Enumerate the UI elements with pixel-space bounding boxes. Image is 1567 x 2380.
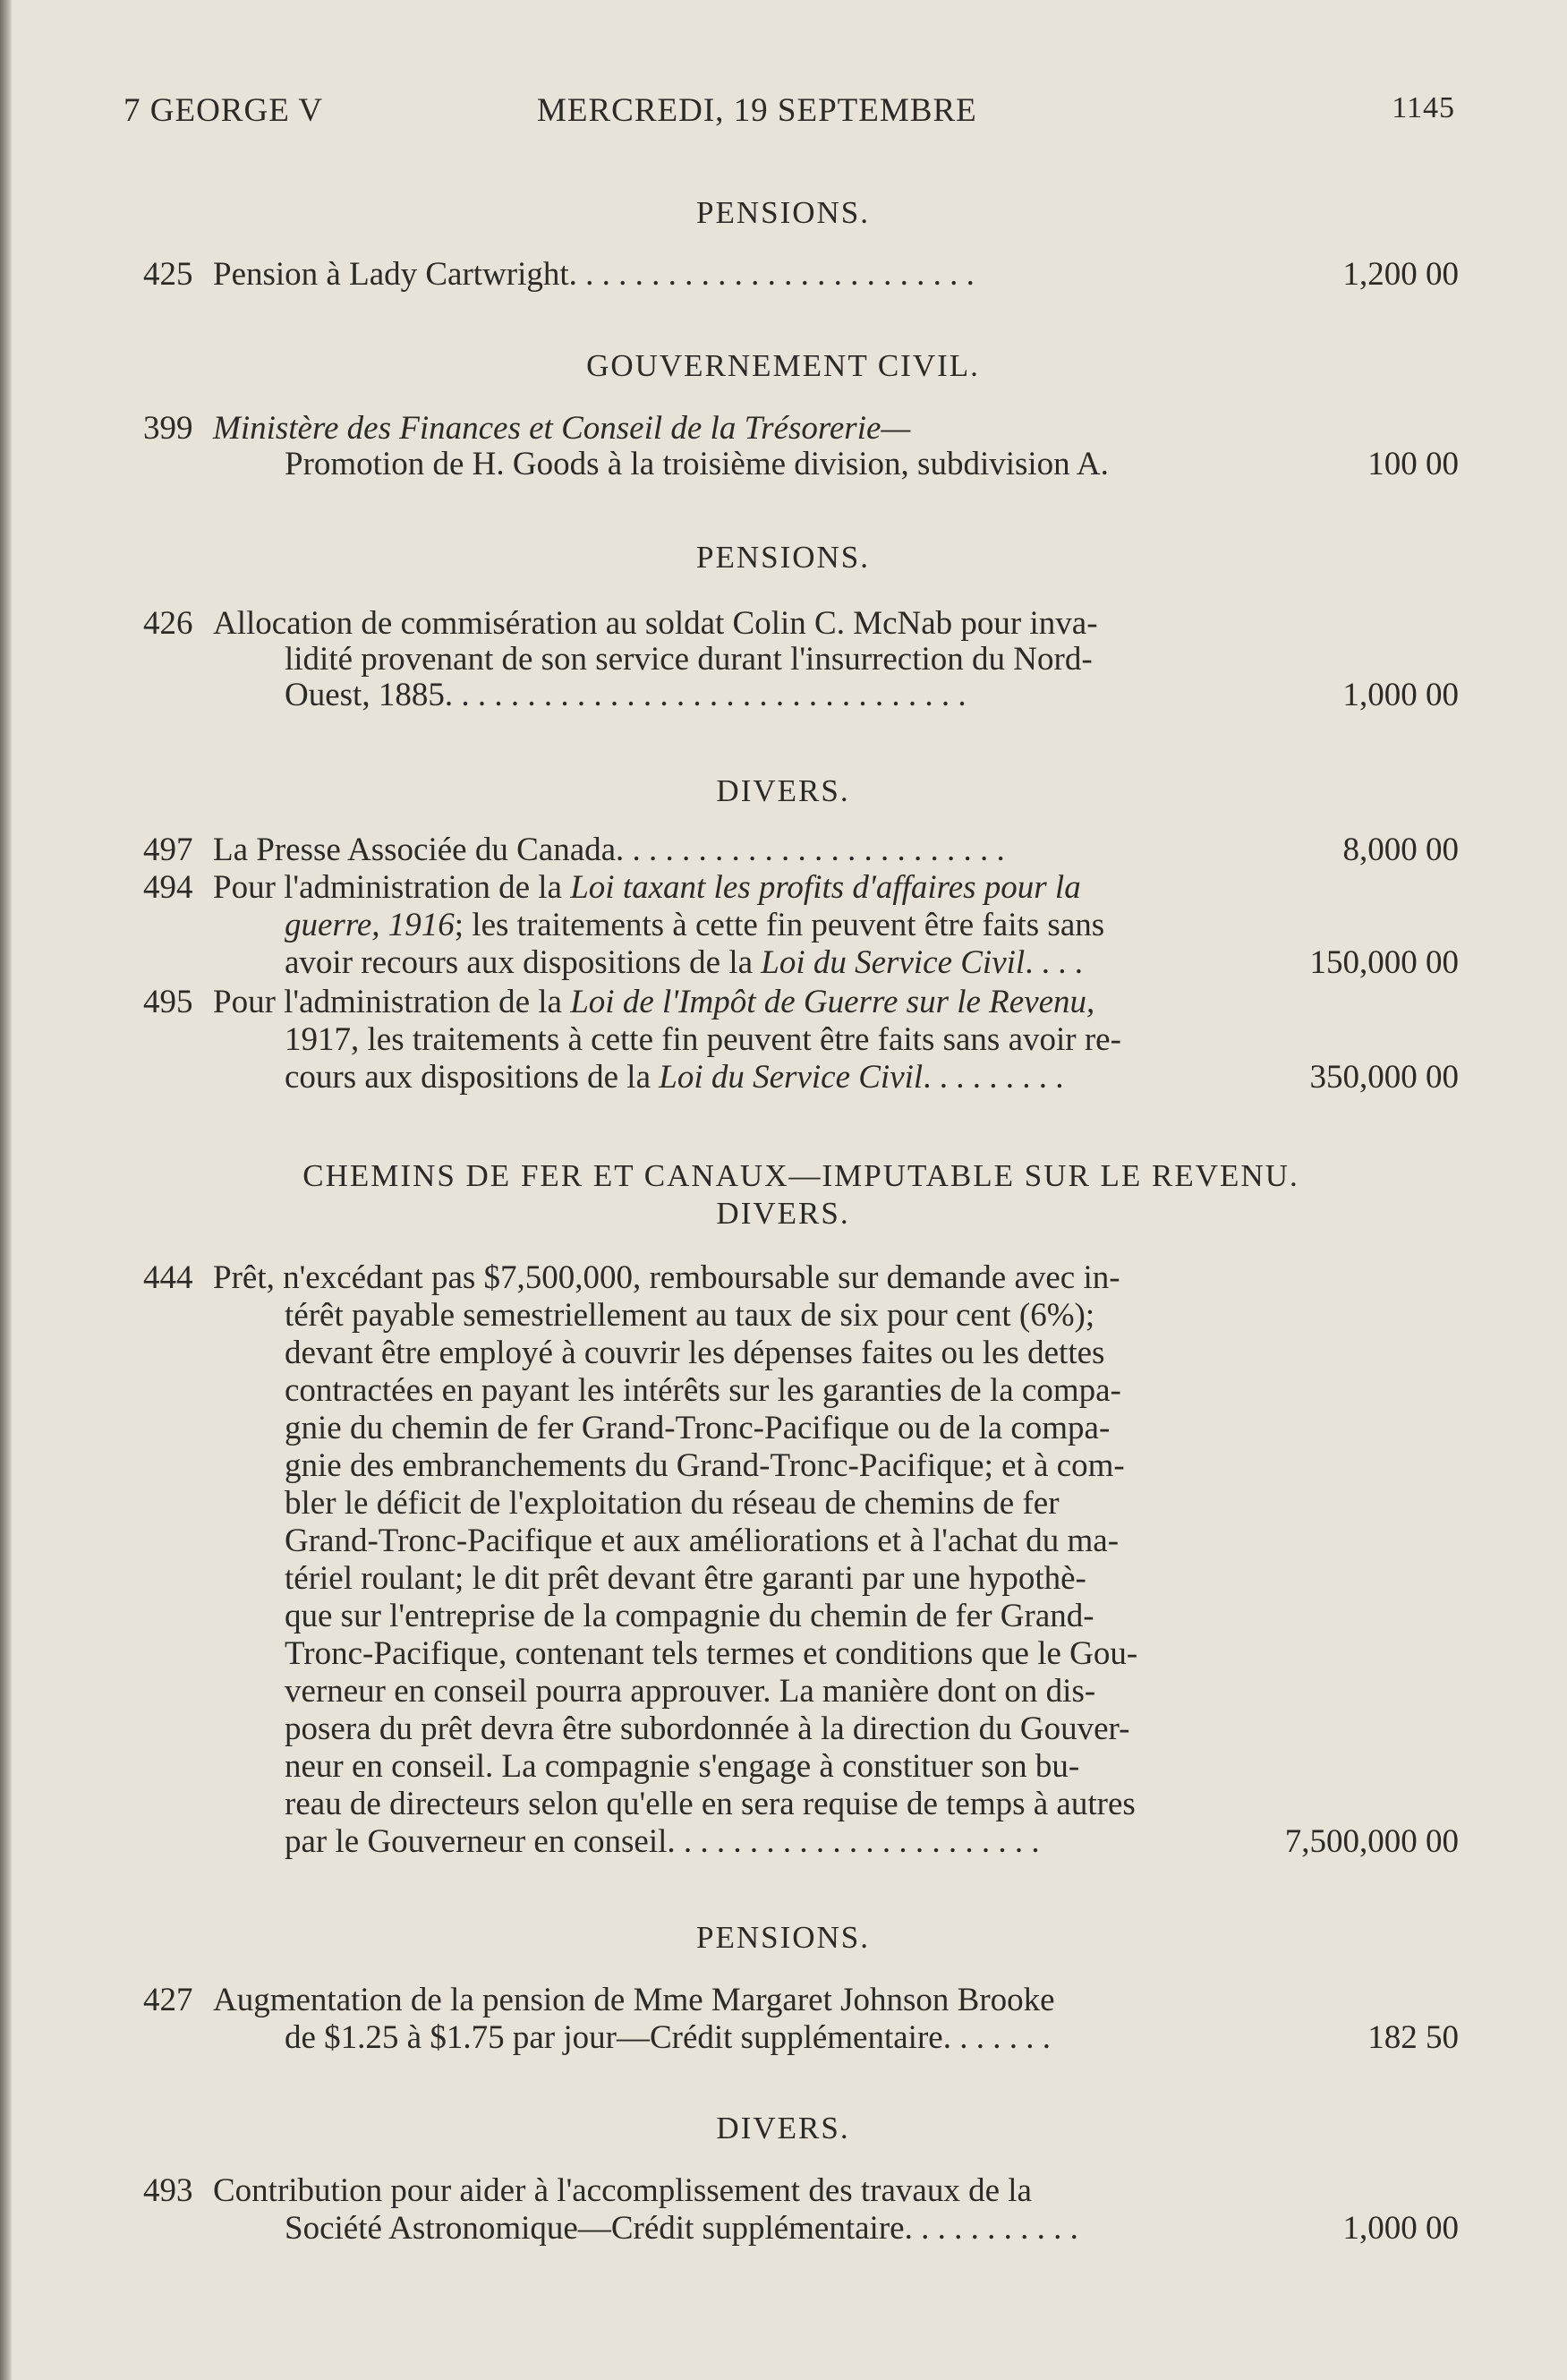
entry-line: bler le déficit de l'exploitation du réseau de chemins de fer bbox=[285, 1485, 1060, 1522]
header-regnal-year: 7 GEORGE V bbox=[123, 92, 324, 129]
entry-line: avoir recours aux dispositions de la Loi du Service Civil. . . . bbox=[285, 944, 1083, 981]
entry-line: 1917, les traitements à cette fin peuvent être faits sans avoir re- bbox=[285, 1021, 1121, 1058]
entry-number: 493 bbox=[143, 2172, 193, 2209]
entry-number: 427 bbox=[143, 1982, 193, 2018]
entry-line: neur en conseil. La compagnie s'engage à constituer son bu- bbox=[285, 1748, 1080, 1785]
entry-line: tériel roulant; le dit prêt devant être garanti par une hypothè- bbox=[285, 1560, 1086, 1597]
entry-line: verneur en conseil pourra approuver. La manière dont on dis- bbox=[285, 1673, 1096, 1710]
entry-number: 426 bbox=[143, 605, 193, 642]
entry-amount: 1,000 00 bbox=[1342, 677, 1459, 713]
entry-line: que sur l'entreprise de la compagnie du chemin de fer Grand- bbox=[285, 1598, 1094, 1634]
section-title: GOUVERNEMENT CIVIL. bbox=[586, 348, 980, 383]
entry-line: devant être employé à couvrir les dépenses faites ou les dettes bbox=[285, 1335, 1105, 1371]
entry-line: gnie des embranchements du Grand-Tronc-Pacifique; et à com- bbox=[285, 1447, 1125, 1484]
entry-line: lidité provenant de son service durant l'insurrection du Nord- bbox=[285, 641, 1093, 678]
entry-line: térêt payable semestriellement au taux de six pour cent (6%); bbox=[285, 1297, 1095, 1334]
section-title: PENSIONS. bbox=[695, 195, 870, 230]
entry-line: de $1.25 à $1.75 par jour—Crédit supplémentaire. . . . . . . bbox=[285, 2019, 1051, 2056]
entry-line: Prêt, n'excédant pas $7,500,000, remboursable sur demande avec in- bbox=[213, 1259, 1120, 1296]
entry-line: guerre, 1916; les traitements à cette fin peuvent être faits sans bbox=[285, 907, 1105, 943]
entry-line: contractées en payant les intérêts sur les garanties de la compa- bbox=[285, 1372, 1121, 1409]
entry-amount: 1,200 00 bbox=[1342, 256, 1459, 293]
section-subtitle: DIVERS. bbox=[716, 1196, 850, 1231]
entry-line: Pour l'administration de la Loi taxant les profits d'affaires pour la bbox=[213, 869, 1081, 906]
entry-amount: 150,000 00 bbox=[1309, 944, 1459, 981]
entry-amount: 1,000 00 bbox=[1342, 2210, 1459, 2247]
header-date: MERCREDI, 19 SEPTEMBRE bbox=[537, 92, 977, 129]
entry-line: Allocation de commisération au soldat Colin C. McNab pour inva- bbox=[213, 605, 1098, 642]
entry-line: reau de directeurs selon qu'elle en sera requise de temps à autres bbox=[285, 1786, 1136, 1822]
section-title: PENSIONS. bbox=[695, 1920, 870, 1955]
entry-number: 425 bbox=[143, 256, 193, 293]
entry-amount: 8,000 00 bbox=[1342, 832, 1459, 868]
entry-line: Société Astronomique—Crédit supplémentaire. . . . . . . . . . . bbox=[285, 2210, 1078, 2247]
entry-line: Tronc-Pacifique, contenant tels termes et conditions que le Gou- bbox=[285, 1635, 1138, 1672]
entry-line: Ouest, 1885. . . . . . . . . . . . . . . . . . . . . . . . . . . . . . . . bbox=[285, 677, 967, 713]
entry-number: 494 bbox=[143, 869, 193, 906]
entry-amount: 350,000 00 bbox=[1309, 1059, 1459, 1096]
entry-number: 497 bbox=[143, 832, 193, 868]
section-title: DIVERS. bbox=[716, 773, 850, 808]
entry-number: 399 bbox=[143, 410, 193, 447]
section-title: DIVERS. bbox=[716, 2111, 850, 2145]
entry-line: par le Gouverneur en conseil. . . . . . . . . . . . . . . . . . . . . . . bbox=[285, 1823, 1040, 1860]
entry-number: 495 bbox=[143, 984, 193, 1020]
entry-line: Augmentation de la pension de Mme Margaret Johnson Brooke bbox=[213, 1982, 1055, 2018]
entry-line: Contribution pour aider à l'accomplissement des travaux de la bbox=[213, 2172, 1032, 2209]
entry-line bbox=[213, 409, 910, 448]
entry-line: Pour l'administration de la Loi de l'Impôt de Guerre sur le Revenu, bbox=[213, 984, 1095, 1020]
entry-amount: 100 00 bbox=[1367, 446, 1459, 482]
section-title: PENSIONS. bbox=[695, 540, 870, 575]
entry-line-italic: Ministère des Finances et Conseil de la Trésorerie— bbox=[213, 410, 911, 447]
entry-line: gnie du chemin de fer Grand-Tronc-Pacifique ou de la compa- bbox=[285, 1410, 1111, 1446]
header-page-number: 1145 bbox=[1392, 91, 1455, 124]
entry-line: La Presse Associée du Canada. . . . . . . . . . . . . . . . . . . . . . . . bbox=[213, 832, 1005, 868]
entry-line: Promotion de H. Goods à la troisième division, subdivision A. bbox=[285, 446, 1109, 482]
entry-line: Grand-Tronc-Pacifique et aux améliorations et à l'achat du ma- bbox=[285, 1523, 1120, 1559]
entry-line: cours aux dispositions de la Loi du Service Civil. . . . . . . . . bbox=[285, 1059, 1064, 1096]
entry-line: Pension à Lady Cartwright. . . . . . . . . . . . . . . . . . . . . . . . . bbox=[213, 256, 975, 293]
entry-amount: 182 50 bbox=[1367, 2019, 1459, 2056]
entry-amount: 7,500,000 00 bbox=[1284, 1823, 1459, 1860]
section-title: CHEMINS DE FER ET CANAUX—IMPUTABLE SUR LE REVENU. bbox=[302, 1158, 1299, 1193]
entry-number: 444 bbox=[143, 1259, 193, 1296]
entry-line: posera du prêt devra être subordonnée à la direction du Gouver- bbox=[285, 1710, 1130, 1747]
